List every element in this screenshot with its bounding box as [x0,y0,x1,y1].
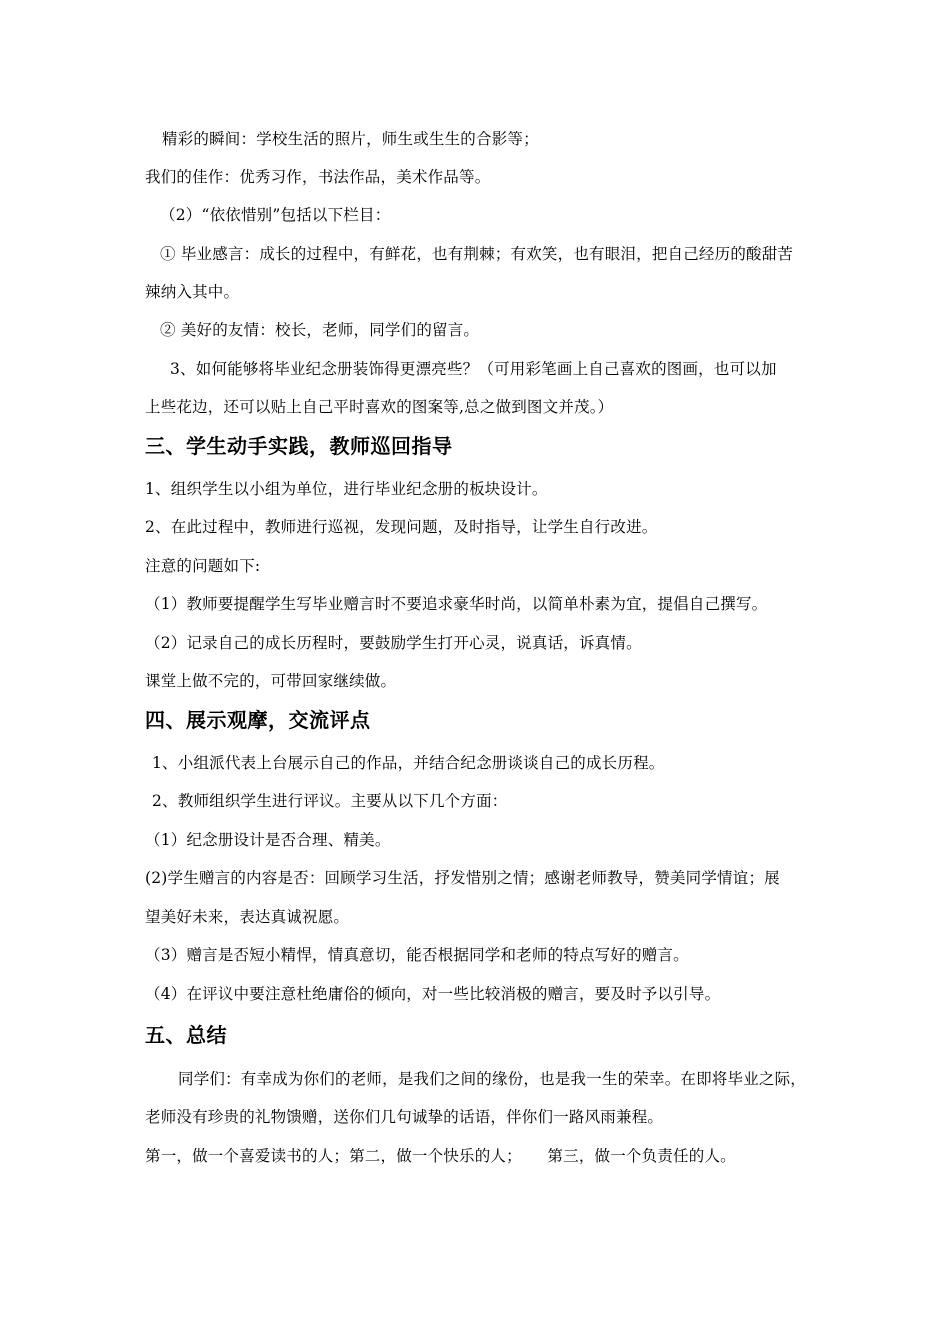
paragraph-line: （2）“依依惜别”包括以下栏目： [160,206,391,224]
paragraph-line: 辣纳入其中。 [145,283,240,301]
paragraph-line: （2）记录自己的成长历程时，要鼓励学生打开心灵，说真话，诉真情。 [145,634,642,652]
paragraph-line: 精彩的瞬间：学校生活的照片，师生或生生的合影等； [162,130,539,148]
paragraph-line: （1）纪念册设计是否合理、精美。 [145,831,391,849]
paragraph-line: ① 毕业感言：成长的过程中，有鲜花，也有荆棘；有欢笑，也有眼泪，把自己经历的酸甜苦 [160,245,794,263]
paragraph-line: 注意的问题如下: [145,557,261,575]
paragraph-line: 上些花边，还可以贴上自己平时喜欢的图案等,总之做到图文并茂。） [145,398,614,416]
paragraph-line: （4）在评议中要注意杜绝庸俗的倾向，对一些比较消极的赠言，要及时予以引导。 [145,985,721,1003]
paragraph-line: 同学们：有幸成为你们的老师，是我们之间的缘份，也是我一生的荣幸。在即将毕业之际， [178,1070,807,1088]
paragraph-line: 老师没有珍贵的礼物馈赠，送你们几句诚挚的话语，伴你们一路风雨兼程。 [145,1108,664,1126]
paragraph-line: 3、如何能够将毕业纪念册装饰得更漂亮些？（可用彩笔画上自己喜欢的图画，也可以加 [170,360,777,378]
paragraph-line: 2、教师组织学生进行评议。主要从以下几个方面： [152,792,508,810]
paragraph-line: 1、组织学生以小组为单位，进行毕业纪念册的板块设计。 [145,480,548,498]
section-heading-5: 五、总结 [145,1023,227,1047]
paragraph-line: （1）教师要提醒学生写毕业赠言时不要追求豪华时尚，以简单朴素为宜，提倡自己撰写。 [145,595,768,613]
section-heading-4: 四、展示观摩，交流评点 [145,708,371,732]
paragraph-line: 第一，做一个喜爱读书的人；第二，做一个快乐的人； 第三，做一个负责任的人。 [145,1147,736,1165]
paragraph-line: ② 美好的友情：校长，老师，同学们的留言。 [160,321,480,339]
paragraph-line: 1、小组派代表上台展示自己的作品，并结合纪念册谈谈自己的成长历程。 [152,754,665,772]
paragraph-line: 我们的佳作：优秀习作，书法作品，美术作品等。 [145,168,491,186]
paragraph-line: 2、在此过程中，教师进行巡视，发现问题，及时指导，让学生自行改进。 [145,518,658,536]
section-heading-3: 三、学生动手实践，教师巡回指导 [145,434,453,458]
paragraph-line: 课堂上做不完的，可带回家继续做。 [145,672,397,690]
paragraph-line: (2)学生赠言的内容是否：回顾学习生活，抒发惜别之情；感谢老师教导，赞美同学情谊；展 [145,869,780,887]
paragraph-line: 望美好未来，表达真诚祝愿。 [145,908,350,926]
paragraph-line: （3）赠言是否短小精悍，情真意切，能否根据同学和老师的特点写好的赠言。 [145,946,689,964]
